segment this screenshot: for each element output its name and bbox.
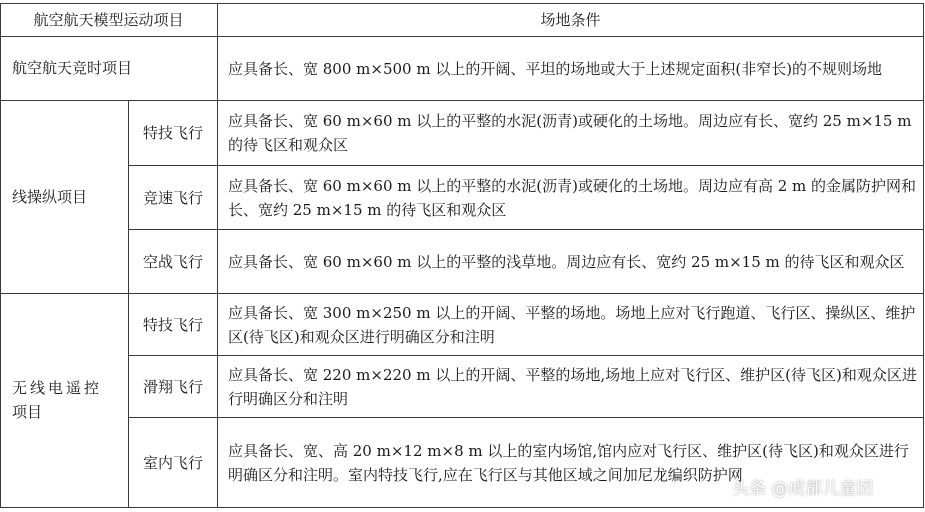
item-name: 滑翔飞行 — [142, 377, 203, 396]
condition-cell — [218, 230, 923, 293]
item-name-cell — [129, 294, 217, 355]
condition-text: 应具备长、宽 220 m×220 m 以上的开阔、平整的场地,场地上应对飞行区、维护区(待飞区)和观众区进行明确区分和注明 — [228, 365, 917, 408]
item-name-cell — [129, 101, 217, 165]
group-name-line1: 无线电遥控 — [12, 379, 103, 397]
item-name: 特技飞行 — [142, 124, 203, 142]
condition-cell — [218, 294, 923, 355]
project-cell-timed — [12, 36, 217, 100]
table-bottom-border — [0, 507, 924, 508]
watermark-text: 头条 @成都儿童团 — [732, 478, 874, 499]
header-condition-label: 场地条件 — [540, 10, 601, 29]
item-name: 空战飞行 — [142, 252, 203, 271]
condition-cell — [218, 166, 923, 229]
condition-text: 应具备长、宽 60 m×60 m 以上的平整的浅草地。周边应有长、宽约 25 m×15 m 的待飞区和观众区 — [228, 252, 905, 271]
table-right-border — [923, 3, 924, 507]
item-name-cell — [129, 418, 217, 507]
condition-text: 应具备长、宽 300 m×250 m 以上的开阔、平整的场地。场地上应对飞行跑道、飞行区、操纵区、维护区(待飞区)和观众区进行明确区分和注明 — [228, 303, 916, 346]
condition-text: 应具备长、宽 800 m×500 m 以上的开阔、平坦的场地或大于上述规定面积(非窄长)的不规则场地 — [228, 59, 883, 78]
header-condition-cell — [218, 3, 923, 36]
group-name-line2: 项目 — [12, 403, 43, 421]
condition-cell — [218, 101, 923, 165]
item-name-cell — [129, 166, 217, 229]
item-name: 特技飞行 — [142, 315, 203, 334]
condition-text: 应具备长、宽 60 m×60 m 以上的平整的水泥(沥青)或硬化的土场地。周边应有长、宽约 25 m×15 m 的待飞区和观众区 — [228, 112, 912, 154]
item-name: 竞速飞行 — [142, 188, 203, 207]
condition-text: 应具备长、宽 60 m×60 m 以上的平整的水泥(沥青)或硬化的土场地。周边应有高 2 m 的金属防护网和长、宽约 25 m×15 m 的待飞区和观众区 — [228, 176, 917, 219]
group-cell-control-line — [12, 100, 128, 293]
condition-cell — [218, 37, 923, 100]
item-name-cell — [129, 230, 217, 293]
header-project-label: 航空航天模型运动项目 — [33, 10, 184, 29]
condition-cell — [218, 356, 923, 417]
item-name-cell — [129, 356, 217, 417]
table-left-border — [0, 3, 1, 507]
group-cell-radio-control — [12, 293, 128, 507]
condition-text: 应具备长、宽、高 20 m×12 m×8 m 以上的室内场馆,馆内应对飞行区、维护区(待飞区)和观众区进行明确区分和注明。室内特技飞行,应在飞行区与其他区域之间加尼龙编织防护网 — [228, 441, 909, 484]
item-name: 室内飞行 — [142, 453, 203, 472]
group-name: 线操纵项目 — [12, 187, 88, 206]
header-project-cell — [0, 3, 217, 36]
watermark — [732, 472, 873, 500]
project-name: 航空航天竞时项目 — [12, 59, 133, 77]
